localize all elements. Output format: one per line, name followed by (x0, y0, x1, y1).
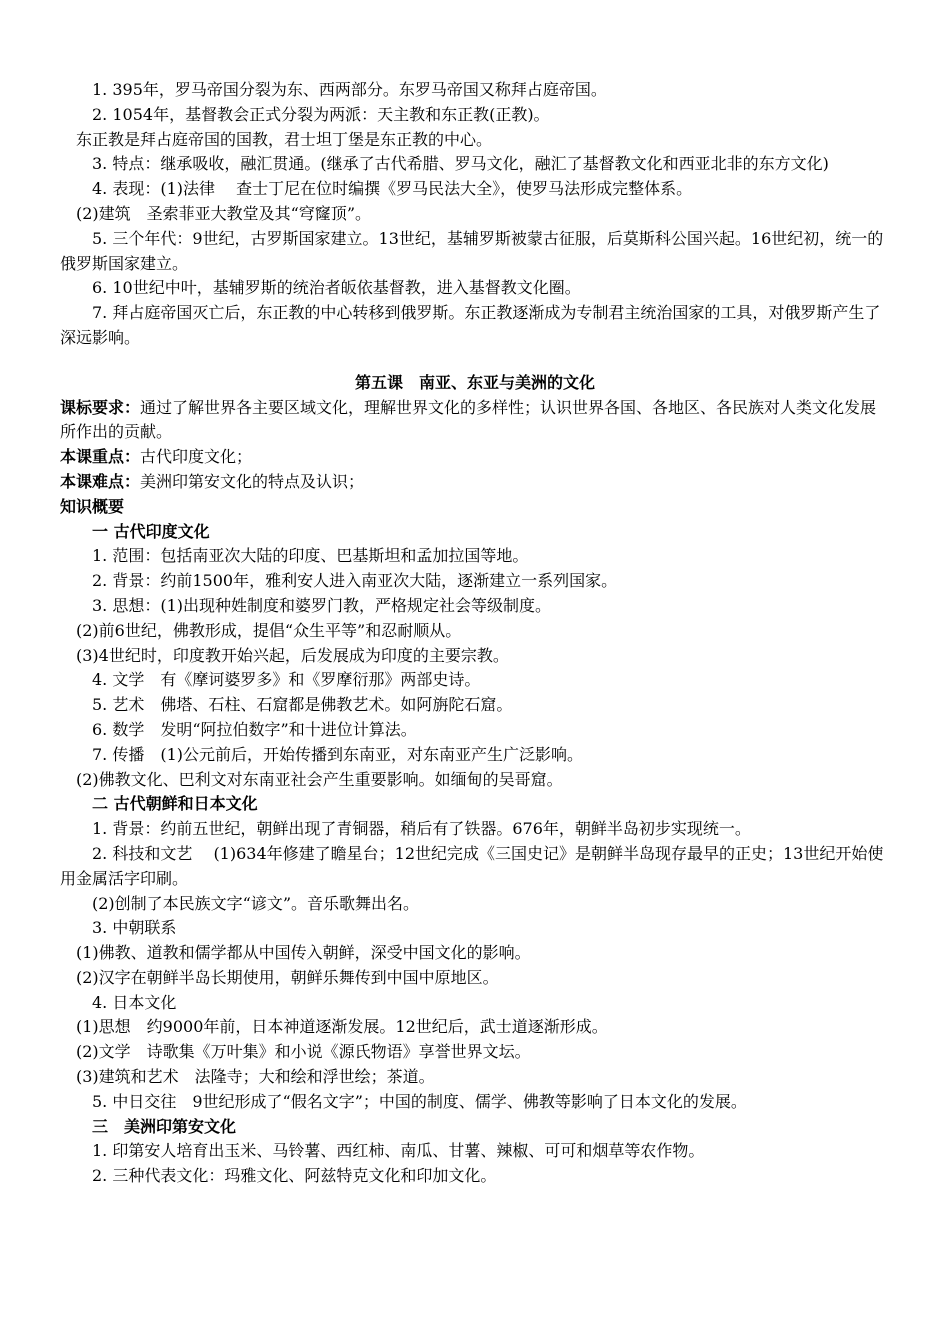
section-2-line-3a: (1)佛教、道教和儒学都从中国传入朝鲜，深受中国文化的影响。 (76, 943, 531, 963)
paragraph-7: 7. 拜占庭帝国灭亡后，东正教的中心转移到俄罗斯。东正教逐渐成为专制君主统治国家的工具，对俄罗斯产生了深远影响。 (60, 303, 881, 347)
section-1-line-5: 5. 艺术 佛塔、石柱、石窟都是佛教艺术。如阿旃陀石窟。 (92, 695, 513, 715)
section-3-line-1: 1. 印第安人培育出玉米、马铃薯、西红柿、南瓜、甘薯、辣椒、可可和烟草等农作物。 (92, 1141, 705, 1161)
difficult-point-label: 本课难点： (60, 471, 141, 491)
paragraph-4b: (2)建筑 圣索菲亚大教堂及其“穹窿顶”。 (76, 203, 372, 223)
section-2-line-4a: (1)思想 约9000年前，日本神道逐渐发展。12世纪后，武士道逐渐形成。 (76, 1017, 608, 1037)
paragraph-1: 1. 395年，罗马帝国分裂为东、西两部分。东罗马帝国又称拜占庭帝国。 (92, 80, 607, 99)
paragraph-2b: 东正教是拜占庭帝国的国教，君士坦丁堡是东正教的中心。 (76, 129, 493, 149)
section-1-line-1: 1. 范围：包括南亚次大陆的印度、巴基斯坦和孟加拉国等地。 (92, 546, 529, 566)
section-1-line-4: 4. 文学 有《摩诃婆罗多》和《罗摩衍那》两部史诗。 (92, 670, 481, 690)
section-2-line-4: 4. 日本文化 (92, 992, 177, 1012)
key-point-text: 古代印度文化； (140, 447, 253, 467)
difficult-point-text: 美洲印第安文化的特点及认识； (140, 471, 365, 491)
curriculum-requirement (60, 396, 890, 446)
lesson-title: 第五课 南亚、东亚与美洲的文化 (354, 372, 595, 392)
requirement-text: 通过了解世界各主要区域文化，理解世界文化的多样性；认识世界各国、各地区、各民族对人类文化发展所作出的贡献。 (60, 397, 877, 442)
section-1-line-3c: (3)4世纪时，印度教开始兴起，后发展成为印度的主要宗教。 (76, 645, 509, 665)
section-2-line-1: 1. 背景：约前五世纪，朝鲜出现了青铜器，稍后有了铁器。676年，朝鲜半岛初步实现统一。 (92, 819, 751, 839)
key-point-label: 本课重点： (60, 447, 141, 467)
section-1-heading: 一 古代印度文化 (92, 521, 210, 541)
paragraph-4: 4. 表现：(1)法律 查士丁尼在位时编撰《罗马民法大全》，使罗马法形成完整体系。 (92, 179, 693, 199)
paragraph-5: 5. 三个年代：9世纪，古罗斯国家建立。13世纪，基辅罗斯被蒙古征服，后莫斯科公国兴起。16世纪初，统一的俄罗斯国家建立。 (60, 228, 884, 273)
section-1-line-2: 2. 背景：约前1500年，雅利安人进入南亚次大陆，逐渐建立一系列国家。 (92, 571, 618, 591)
paragraph-6: 6. 10世纪中叶，基辅罗斯的统治者皈依基督教，进入基督教文化圈。 (92, 278, 581, 298)
section-3-heading: 三 美洲印第安文化 (92, 1116, 237, 1136)
section-1-line-6: 6. 数学 发明“阿拉伯数字”和十进位计算法。 (92, 719, 417, 739)
requirement-label: 课标要求： (60, 397, 141, 417)
section-1-line-3b: (2)前6世纪，佛教形成，提倡“众生平等”和忍耐顺从。 (76, 620, 462, 640)
section-1-line-3: 3. 思想：(1)出现种姓制度和婆罗门教，严格规定社会等级制度。 (92, 595, 552, 615)
section-1-line-7b: (2)佛教文化、巴利文对东南亚社会产生重要影响。如缅甸的吴哥窟。 (76, 769, 563, 789)
document-page (60, 78, 890, 1189)
section-2-line-3b: (2)汉字在朝鲜半岛长期使用，朝鲜乐舞传到中国中原地区。 (76, 967, 499, 987)
section-2-line-3: 3. 中朝联系 (92, 918, 177, 938)
section-2-line-2b: (2)创制了本民族文字“谚文”。音乐歌舞出名。 (92, 893, 420, 913)
section-2-line-4c: (3)建筑和艺术 法隆寺；大和绘和浮世绘；茶道。 (76, 1067, 435, 1087)
overview-heading: 知识概要 (60, 496, 125, 516)
section-2-heading: 二 古代朝鲜和日本文化 (92, 794, 258, 814)
section-2-line-5: 5. 中日交往 9世纪形成了“假名文字”；中国的制度、儒学、佛教等影响了日本文化的发展。 (92, 1091, 747, 1111)
section-2-line-4b: (2)文学 诗歌集《万叶集》和小说《源氏物语》享誉世界文坛。 (76, 1042, 531, 1062)
paragraph-2: 2. 1054年，基督教会正式分裂为两派：天主教和东正教(正教)。 (92, 104, 550, 124)
section-1-line-7: 7. 传播 (1)公元前后，开始传播到东南亚，对东南亚产生广泛影响。 (92, 744, 584, 764)
section-2-line-2: 2. 科技和文艺 (1)634年修建了瞻星台；12世纪完成《三国史记》是朝鲜半岛现存最早的正史；13世纪开始使用金属活字印刷。 (60, 843, 884, 888)
paragraph-3: 3. 特点：继承吸收，融汇贯通。(继承了古代希腊、罗马文化，融汇了基督教文化和西亚北非的东方文化) (92, 154, 829, 174)
key-point (60, 445, 890, 470)
difficult-point (60, 470, 890, 495)
section-3-line-2: 2. 三种代表文化：玛雅文化、阿兹特克文化和印加文化。 (92, 1166, 497, 1186)
